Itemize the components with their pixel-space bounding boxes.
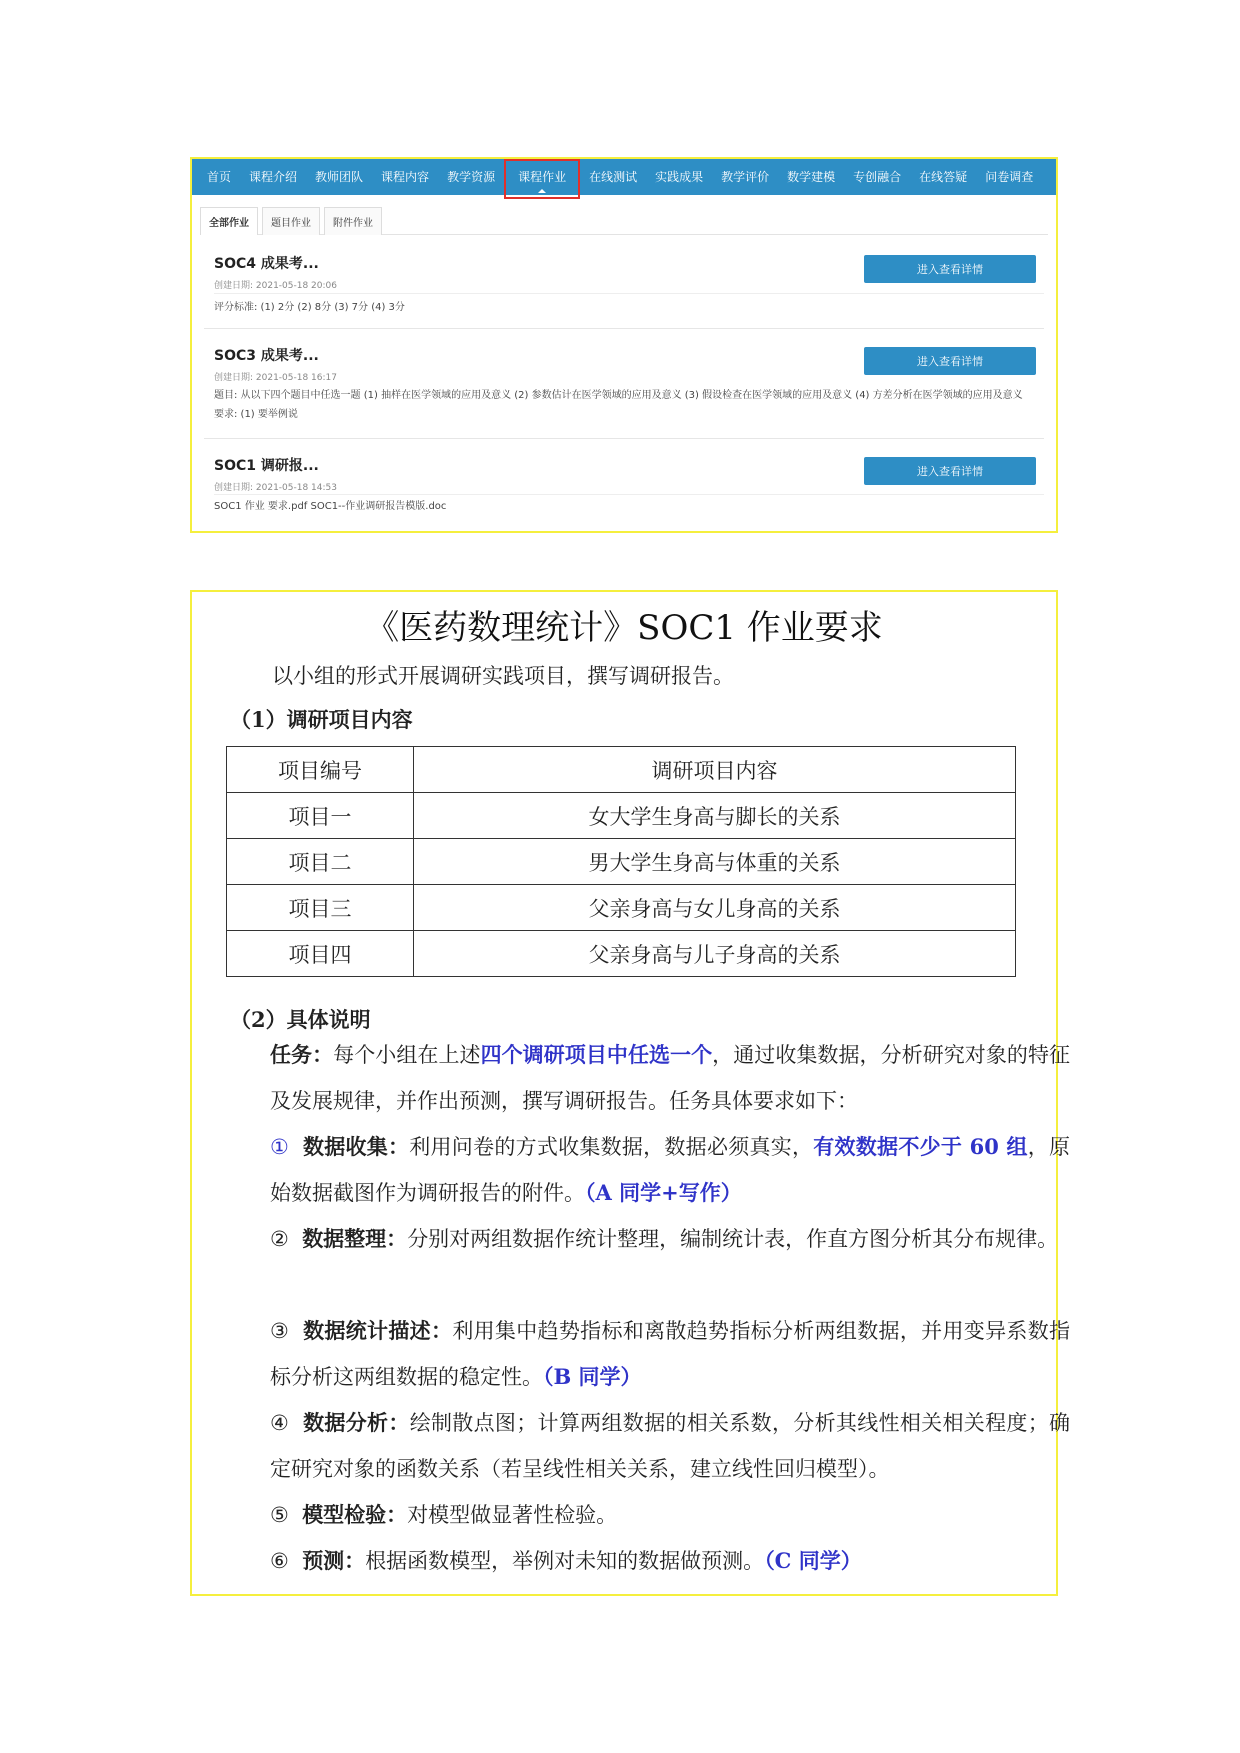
nav-online-test[interactable]: 在线测试 <box>589 170 638 184</box>
step-text: 对模型做显著性检验。 <box>407 1503 618 1527</box>
project-content: 女大学生身高与脚长的关系 <box>414 793 1016 839</box>
step-text: 根据函数模型，举例对未知的数据做预测。 <box>365 1549 765 1573</box>
homework-item <box>204 329 1044 439</box>
project-id: 项目一 <box>227 793 414 839</box>
homework-date: 创建日期: 2021-05-18 16:17 <box>214 373 337 383</box>
project-id: 项目三 <box>227 885 414 931</box>
course-nav <box>192 159 1056 195</box>
tab-attachment[interactable]: 附件作业 <box>324 207 382 235</box>
nav-home[interactable]: 首页 <box>207 170 232 184</box>
step-label: 数据统计描述： <box>303 1318 453 1343</box>
homework-item <box>204 235 1044 329</box>
step-paragraph <box>222 1216 1070 1262</box>
column-header: 调研项目内容 <box>414 747 1016 793</box>
column-header: 项目编号 <box>227 747 414 793</box>
step-paragraph <box>222 1400 1070 1492</box>
nav-homework-label: 课程作业 <box>518 170 567 184</box>
view-details-button[interactable]: 进入查看详情 <box>864 457 1036 485</box>
homework-title[interactable]: SOC1 调研报... <box>214 458 319 474</box>
view-details-button[interactable]: 进入查看详情 <box>864 255 1036 283</box>
step-label: 数据收集： <box>302 1134 410 1159</box>
task-highlight: 四个调研项目中任选一个 <box>480 1042 713 1067</box>
project-table <box>226 746 1016 977</box>
tab-question[interactable]: 题目作业 <box>262 207 320 235</box>
document-title: 《医药数理统计》SOC1 作业要求 <box>365 608 883 648</box>
task-paragraph <box>222 1032 1070 1124</box>
step-text: 利用集中趋势指标和离散趋势指标分析两组数据，并用变异系数指标分析这两组数据的稳定性。 <box>270 1319 1071 1389</box>
homework-tabs <box>200 207 1048 235</box>
homework-desc: 题目: 从以下四个题目中任选一题 (1) 抽样在医学领域的应用及意义 (2) 参数估计在医学领域的应用及意义 (3) 假设检查在医学领域的应用及意义 (4) 方差分析在医学领域的应用及意义 要求: (1) 要举例说 <box>214 390 1023 420</box>
homework-title[interactable]: SOC3 成果考... <box>214 348 319 364</box>
nav-modeling[interactable]: 数学建模 <box>787 170 836 184</box>
nav-course-content[interactable]: 课程内容 <box>381 170 430 184</box>
step-role: （B 同学） <box>543 1364 642 1389</box>
step-role: （A 同学+写作） <box>585 1180 742 1205</box>
project-content: 父亲身高与女儿身高的关系 <box>414 885 1016 931</box>
step-number: ② <box>270 1227 289 1251</box>
project-id: 项目四 <box>227 931 414 977</box>
nav-homework[interactable] <box>504 159 580 199</box>
table-row <box>227 885 1016 931</box>
project-content: 父亲身高与儿子身高的关系 <box>414 931 1016 977</box>
step-text: ，原始数据截图作为调研报告的附件。 <box>270 1135 1070 1205</box>
step-number: ④ <box>270 1411 290 1435</box>
nav-survey[interactable]: 问卷调查 <box>985 170 1034 184</box>
homework-panel <box>190 157 1058 533</box>
nav-course-intro[interactable]: 课程介绍 <box>249 170 298 184</box>
project-id: 项目二 <box>227 839 414 885</box>
step-label: 数据分析： <box>303 1410 410 1435</box>
table-row <box>227 931 1016 977</box>
tab-all[interactable]: 全部作业 <box>200 207 258 235</box>
step-number: ③ <box>270 1319 290 1343</box>
task-text: ，通过收集数据，分析研究对象的特征及发展规律，并作出预测，撰写调研报告。任务具体要求如下： <box>270 1043 1071 1113</box>
step-label: 预测： <box>302 1548 366 1573</box>
table-header-row <box>227 747 1016 793</box>
caret-up-icon <box>538 189 546 193</box>
step-paragraph <box>222 1308 1070 1400</box>
homework-item <box>204 439 1044 521</box>
step-text: 分别对两组数据作统计整理，编制统计表，作直方图分析其分布规律。 <box>407 1227 1059 1251</box>
nav-innovation[interactable]: 专创融合 <box>853 170 902 184</box>
step-text: 利用问卷的方式收集数据，数据必须真实， <box>409 1135 814 1159</box>
project-content: 男大学生身高与体重的关系 <box>414 839 1016 885</box>
nav-evaluation[interactable]: 教学评价 <box>721 170 770 184</box>
step-paragraph <box>222 1538 1070 1584</box>
step-number: ⑥ <box>270 1549 289 1573</box>
divider <box>214 494 1044 495</box>
step-highlight: 有效数据不少于 60 组 <box>813 1134 1028 1159</box>
step-label: 数据整理： <box>302 1226 408 1251</box>
task-text: 每个小组在上述 <box>333 1043 481 1067</box>
divider <box>214 293 1044 294</box>
nav-practice[interactable]: 实践成果 <box>655 170 704 184</box>
step-label: 模型检验： <box>302 1502 408 1527</box>
section-heading: （1）调研项目内容 <box>230 707 413 732</box>
assignment-document <box>190 590 1071 1596</box>
table-row <box>227 793 1016 839</box>
homework-date: 创建日期: 2021-05-18 20:06 <box>214 281 337 291</box>
nav-qa[interactable]: 在线答疑 <box>919 170 968 184</box>
step-role: （C 同学） <box>764 1548 862 1573</box>
step-paragraph <box>222 1124 1070 1216</box>
homework-date: 创建日期: 2021-05-18 14:53 <box>214 483 337 493</box>
step-text: 绘制散点图；计算两组数据的相关系数，分析其线性相关相关程度；确定研究对象的函数关系（若呈线性相关关系，建立线性回归模型）。 <box>270 1411 1071 1481</box>
view-details-button[interactable]: 进入查看详情 <box>864 347 1036 375</box>
nav-teachers[interactable]: 教师团队 <box>315 170 364 184</box>
step-number: ① <box>270 1135 290 1159</box>
step-number: ⑤ <box>270 1503 289 1527</box>
nav-resources[interactable]: 教学资源 <box>447 170 496 184</box>
section-heading: （2）具体说明 <box>230 1007 371 1032</box>
homework-desc: 评分标准: (1) 2分 (2) 8分 (3) 7分 (4) 3分 <box>214 302 405 313</box>
homework-title[interactable]: SOC4 成果考... <box>214 256 319 272</box>
table-row <box>227 839 1016 885</box>
task-label: 任务： <box>270 1042 334 1067</box>
attachment-links[interactable]: SOC1 作业 要求.pdf SOC1--作业调研报告模版.doc <box>214 501 447 512</box>
intro-text: 以小组的形式开展调研实践项目，撰写调研报告。 <box>272 664 734 688</box>
step-paragraph <box>222 1492 1070 1538</box>
